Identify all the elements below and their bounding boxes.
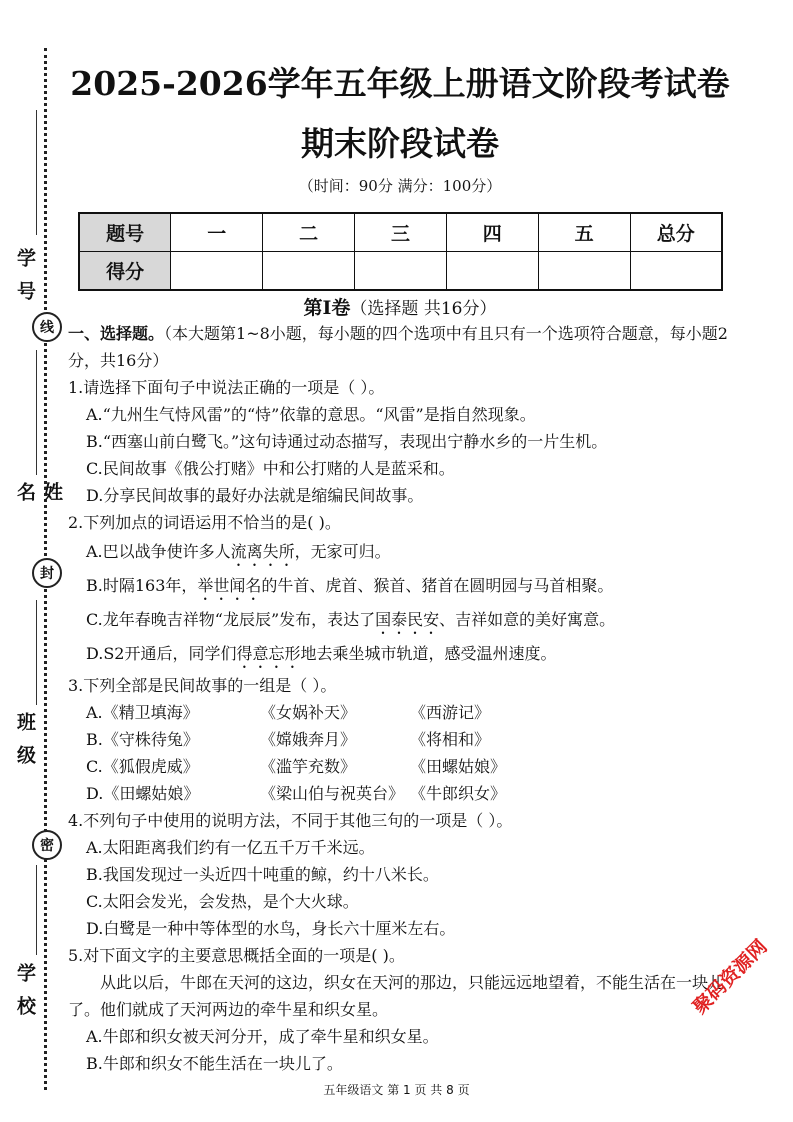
question-1-option-a: A.“九州生气恃风雷”的“恃”依靠的意思。“风雷”是指自然现象。 bbox=[86, 405, 536, 424]
section-title: 第Ⅰ卷 bbox=[303, 297, 351, 319]
dotted-word: 得意忘形 bbox=[236, 644, 301, 663]
question-4-option-c: C.太阳会发光，会发热，是个大火球。 bbox=[86, 892, 359, 911]
option-text: B.《守株待兔》 bbox=[86, 730, 199, 749]
question-3-option-c bbox=[68, 753, 730, 780]
option-text: 《田螺姑娘》 bbox=[410, 757, 507, 776]
question-2-stem: 2.下列加点的词语运用不恰当的是( )。 bbox=[68, 513, 341, 532]
seal-circle-seal: 封 bbox=[32, 558, 62, 588]
page-footer: 五年级语文 第 1 页 共 8 页 bbox=[323, 1083, 470, 1097]
class-field bbox=[0, 600, 60, 780]
option-text: 《女娲补天》 bbox=[260, 703, 357, 722]
option-text: C.《狐假虎威》 bbox=[86, 757, 199, 776]
question-5-passage: 从此以后，牛郎在天河的这边，织女在天河的那边，只能远远地望着，不能生活在一块儿了。他们就成了天河两边的牵牛星和织女星。 bbox=[68, 973, 725, 1019]
score-table-header-cell: 四 bbox=[446, 213, 538, 252]
question-3-option-a bbox=[68, 699, 730, 726]
student-id-label: 学号 bbox=[14, 248, 36, 314]
watermark-logo: 聚码资源网 bbox=[688, 935, 772, 1019]
score-table-header-cell: 五 bbox=[538, 213, 630, 252]
score-table bbox=[78, 212, 723, 291]
seal-circle-secret: 密 bbox=[32, 830, 62, 860]
seal-circle-line: 线 bbox=[32, 312, 62, 342]
score-cell[interactable] bbox=[355, 252, 447, 291]
question-4-option-d: D.白鹭是一种中等体型的水鸟，身长六十厘米左右。 bbox=[86, 919, 456, 938]
question-2-option-a bbox=[68, 536, 730, 570]
question-3-stem: 3.下列全部是民间故事的一组是（ ）。 bbox=[68, 676, 337, 695]
question-1-option-c: C.民间故事《俄公打赌》中和公打赌的人是蓝采和。 bbox=[86, 459, 455, 478]
question-2-option-d bbox=[68, 638, 730, 672]
question-5-option-b: B.牛郎和织女不能生活在一块儿了。 bbox=[86, 1054, 343, 1073]
section-heading bbox=[60, 293, 740, 320]
option-text: B.时隔163年， bbox=[86, 576, 198, 595]
student-id-field bbox=[0, 110, 60, 320]
score-table-header-cell: 总分 bbox=[630, 213, 722, 252]
school-field bbox=[0, 865, 60, 1045]
score-cell[interactable] bbox=[538, 252, 630, 291]
option-text: A.《精卫填海》 bbox=[86, 703, 199, 722]
class-blank[interactable] bbox=[36, 600, 37, 705]
option-text: 《梁山伯与祝英台》 bbox=[260, 784, 405, 803]
question-4-option-a: A.太阳距离我们约有一亿五千万千米远。 bbox=[86, 838, 375, 857]
question-4-stem: 4.不列句子中使用的说明方法，不同于其他三句的一项是（ ）。 bbox=[68, 811, 513, 830]
score-table-score-row bbox=[79, 252, 722, 291]
dotted-word: 举世闻名 bbox=[197, 576, 262, 595]
question-1-stem: 1.请选择下面句子中说法正确的一项是（ ）。 bbox=[68, 378, 385, 397]
option-text: D.《田螺姑娘》 bbox=[86, 784, 200, 803]
dotted-word: 国泰民安 bbox=[375, 610, 440, 629]
score-cell[interactable] bbox=[263, 252, 355, 291]
exam-subtitle-title: 期末阶段试卷 bbox=[301, 124, 499, 163]
student-id-blank[interactable] bbox=[36, 110, 37, 235]
score-table-header-row bbox=[79, 213, 722, 252]
question-content bbox=[68, 320, 730, 1077]
question-3-option-b bbox=[68, 726, 730, 753]
option-text: 的牛首、虎首、猴首、猪首在圆明园与马首相聚。 bbox=[261, 576, 614, 595]
question-3-option-d bbox=[68, 780, 730, 807]
option-text: 《牛郎织女》 bbox=[410, 784, 507, 803]
score-table-header-cell: 三 bbox=[355, 213, 447, 252]
question-5-stem: 5.对下面文字的主要意思概括全面的一项是( )。 bbox=[68, 946, 405, 965]
option-text: 《西游记》 bbox=[410, 703, 491, 722]
student-name-blank[interactable] bbox=[36, 350, 37, 475]
question-5-option-a: A.牛郎和织女被天河分开，成了牵牛星和织女星。 bbox=[86, 1027, 439, 1046]
score-cell[interactable] bbox=[171, 252, 263, 291]
score-cell[interactable] bbox=[446, 252, 538, 291]
question-4-option-b: B.我国发现过一头近四十吨重的鲸，约十八米长。 bbox=[86, 865, 439, 884]
option-text: A.巴以战争使许多人 bbox=[86, 542, 231, 561]
option-text: 《嫦娥奔月》 bbox=[260, 730, 357, 749]
option-text: 、吉祥如意的美好寓意。 bbox=[439, 610, 616, 629]
score-table-header-cell: 二 bbox=[263, 213, 355, 252]
section-intro-label: 一、选择题。 bbox=[68, 324, 165, 343]
exam-title: 2025-2026学年五年级上册语文阶段考试卷 bbox=[70, 64, 730, 103]
section-intro bbox=[68, 320, 730, 374]
student-name-label: 姓名 bbox=[14, 482, 63, 515]
option-text: ，无家可归。 bbox=[294, 542, 391, 561]
exam-time-score: （时间：90分 满分：100分） bbox=[298, 177, 502, 195]
section-intro-text: （本大题第1~8小题，每小题的四个选项中有且只有一个选项符合题意，每小题2分，共16分） bbox=[68, 324, 728, 370]
score-row-label: 得分 bbox=[79, 252, 171, 291]
option-text: D.S2开通后，同学们 bbox=[86, 644, 237, 663]
class-label: 班级 bbox=[14, 712, 36, 778]
question-2-option-c bbox=[68, 604, 730, 638]
school-blank[interactable] bbox=[36, 865, 37, 955]
option-text: 地去乘坐城市轨道，感受温州速度。 bbox=[300, 644, 557, 663]
option-text: C.龙年春晚吉祥物“龙辰辰”发布，表达了 bbox=[86, 610, 376, 629]
school-label: 学校 bbox=[14, 963, 36, 1029]
dotted-word: 流离失所 bbox=[230, 542, 295, 561]
option-text: 《滥竽充数》 bbox=[260, 757, 357, 776]
score-table-header-cell: 一 bbox=[171, 213, 263, 252]
score-cell[interactable] bbox=[630, 252, 722, 291]
student-name-field bbox=[0, 350, 63, 540]
question-2-option-b bbox=[68, 570, 730, 604]
question-1-option-d: D.分享民间故事的最好办法就是缩编民间故事。 bbox=[86, 486, 424, 505]
section-note: （选择题 共16分） bbox=[350, 299, 497, 319]
question-1-option-b: B.“西塞山前白鹭飞。”这句诗通过动态描写，表现出宁静水乡的一片生机。 bbox=[86, 432, 608, 451]
option-text: 《将相和》 bbox=[410, 730, 491, 749]
score-table-header-cell: 题号 bbox=[79, 213, 171, 252]
